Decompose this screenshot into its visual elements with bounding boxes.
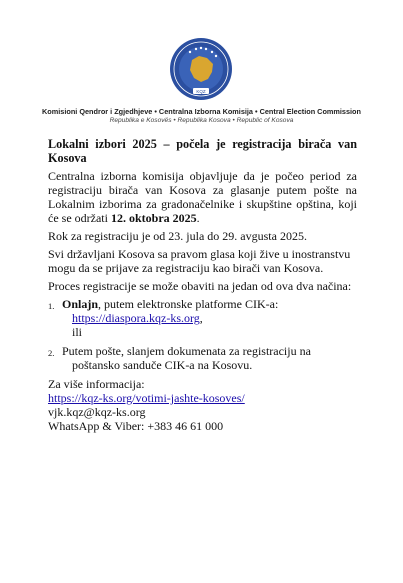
cec-seal-logo — [168, 36, 234, 102]
intro-end: . — [196, 211, 200, 225]
seal-text: KQZ — [196, 88, 206, 94]
step-number: 1. — [48, 301, 55, 311]
eligibility-paragraph: Svi državljani Kosova sa pravom glasa koji žive u inostranstvu mogu da se prijave za registraciju kao birači van Kosova. — [48, 247, 351, 275]
organization-name-line: Komisioni Qendror i Zgjedhjeve • Centralna Izborna Komisija • Central Election Commission — [42, 107, 361, 116]
list-item — [48, 344, 357, 372]
link-comma: , — [199, 311, 203, 325]
step-number: 2. — [48, 348, 55, 358]
or-text: ili — [72, 325, 83, 339]
process-paragraph: Proces registracije se može obaviti na jedan od ova dva načina: — [48, 279, 352, 293]
intro-paragraph — [48, 169, 357, 225]
announcement-title: Lokalni izbori 2025 – počela je registracija birača van Kosova — [48, 137, 357, 165]
contact-section — [48, 377, 357, 433]
registration-methods-list — [48, 297, 357, 372]
postal-text-line2: poštansko sanduče CIK-a na Kosovu. — [72, 358, 253, 372]
deadline-paragraph: Rok za registraciju je od 23. jula do 29. avgusta 2025. — [48, 229, 307, 243]
info-website-link[interactable]: https://kqz-ks.org/votimi-jashte-kosoves/ — [48, 391, 245, 405]
republic-name-line: Republika e Kosovës • Republika Kosova • Republic of Kosova — [109, 117, 294, 124]
list-item — [48, 297, 357, 339]
contact-phone: WhatsApp & Viber: +383 46 61 000 — [48, 419, 224, 433]
contact-email: vjk.kqz@kqz-ks.org — [48, 405, 146, 419]
election-date: 12. oktobra 2025 — [110, 211, 197, 225]
online-label: Onlajn — [62, 297, 99, 311]
contact-heading: Za više informacija: — [48, 377, 145, 391]
announcement-body — [48, 137, 357, 433]
postal-text-line1: Putem pošte, slanjem dokumenata za registraciju na — [62, 344, 311, 358]
online-text: , putem elektronske platforme CIK-a: — [98, 297, 279, 311]
intro-text: Centralna izborna komisija objavljuje da je počeo period za registraciju birača van Kosova za glasanje putem pošte na Lokalnim izborima za gradonačelnike i skupštine opština, koji će se održati — [48, 169, 357, 225]
diaspora-platform-link[interactable]: https://diaspora.kqz-ks.org — [72, 311, 200, 325]
